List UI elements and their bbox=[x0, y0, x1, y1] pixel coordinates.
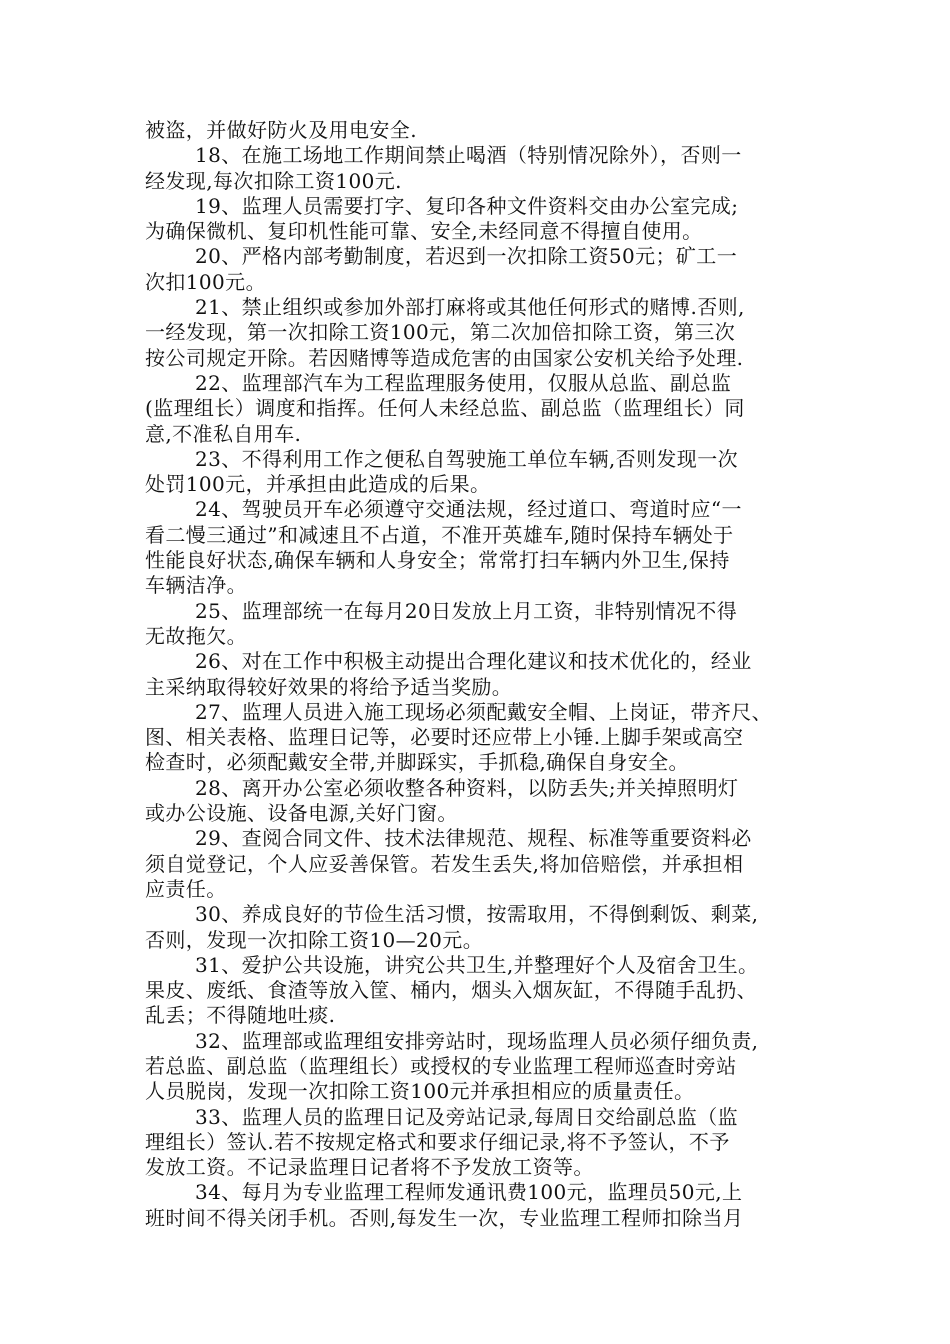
text-line: 27、监理人员进入施工现场必须配戴安全帽、上岗证，带齐尺、 bbox=[195, 699, 773, 724]
text-line: 22、监理部汽车为工程监理服务使用，仅服从总监、副总监 bbox=[195, 370, 732, 395]
text-line: 理组长）签认.若不按规定格式和要求仔细记录,将不予签认，不予 bbox=[145, 1129, 730, 1154]
text-line: (监理组长）调度和指挥。任何人未经总监、副总监（监理组长）同 bbox=[145, 396, 745, 421]
text-line: 无故拖欠。 bbox=[145, 623, 247, 648]
text-line: 33、监理人员的监理日记及旁站记录,每周日交给副总监（监 bbox=[195, 1104, 739, 1129]
text-line: 乱丢；不得随地吐痰. bbox=[145, 1003, 336, 1028]
text-line: 24、驾驶员开车必须遵守交通法规，经过道口、弯道时应“一 bbox=[195, 497, 742, 522]
text-line: 18、在施工场地工作期间禁止喝酒（特别情况除外），否则一 bbox=[195, 143, 742, 168]
text-line: 25、监理部统一在每月20日发放上月工资，非特别情况不得 bbox=[195, 598, 738, 623]
text-line: 19、监理人员需要打字、复印各种文件资料交由办公室完成; bbox=[195, 193, 739, 218]
text-line: 班时间不得关闭手机。否则,每发生一次，专业监理工程师扣除当月 bbox=[145, 1205, 744, 1230]
text-line: 32、监理部或监理组安排旁站时，现场监理人员必须仔细负责, bbox=[195, 1028, 759, 1053]
text-line: 30、养成良好的节俭生活习惯，按需取用，不得倒剩饭、剩菜, bbox=[195, 902, 759, 927]
text-line: 按公司规定开除。若因赌博等造成危害的由国家公安机关给予处理. bbox=[145, 345, 744, 370]
text-line: 31、爱护公共设施，讲究公共卫生,并整理好个人及宿舍卫生。 bbox=[195, 952, 759, 977]
text-line: 21、禁止组织或参加外部打麻将或其他任何形式的赌博.否则, bbox=[195, 295, 745, 320]
text-line: 主采纳取得较好效果的将给予适当奖励。 bbox=[145, 674, 513, 699]
text-line: 应责任。 bbox=[145, 876, 227, 901]
text-line: 被盗，并做好防火及用电安全. bbox=[145, 118, 417, 142]
text-line: 否则，发现一次扣除工资10—20元。 bbox=[145, 927, 484, 952]
text-line: 车辆洁净。 bbox=[145, 573, 247, 598]
text-line: 发放工资。不记录监理日记者将不予发放工资等。 bbox=[145, 1155, 594, 1180]
text-line: 若总监、副总监（监理组长）或授权的专业监理工程师巡查时旁站 bbox=[145, 1053, 737, 1078]
text-line: 处罚100元，并承担由此造成的后果。 bbox=[145, 472, 491, 497]
text-line: 看二慢三通过”和减速且不占道，不准开英雄车,随时保持车辆处于 bbox=[145, 522, 734, 547]
text-line: 28、离开办公室必须收整各种资料，以防丢失;并关掉照明灯 bbox=[195, 775, 739, 800]
text-line: 果皮、废纸、食渣等放入筐、桶内，烟头入烟灰缸，不得随手乱扔、 bbox=[145, 978, 757, 1003]
text-line: 或办公设施、设备电源,关好门窗。 bbox=[145, 801, 458, 826]
text-line: 图、相关表格、监理日记等，必要时还应带上小锤.上脚手架或高空 bbox=[145, 725, 744, 750]
text-line: 为确保微机、复印机性能可靠、安全,未经同意不得擅自使用。 bbox=[145, 219, 703, 244]
text-line: 意,不准私自用车. bbox=[145, 421, 302, 446]
document-body bbox=[145, 118, 810, 1231]
text-line: 一经发现，第一次扣除工资100元，第二次加倍扣除工资，第三次 bbox=[145, 320, 736, 345]
text-line: 29、查阅合同文件、技术法律规范、规程、标准等重要资料必 bbox=[195, 826, 752, 851]
text-line: 人员脱岗，发现一次扣除工资100元并承担相应的质量责任。 bbox=[145, 1079, 695, 1104]
text-line: 经发现,每次扣除工资100元. bbox=[145, 168, 402, 193]
text-line: 26、对在工作中积极主动提出合理化建议和技术优化的，经业 bbox=[195, 649, 752, 674]
text-line: 20、严格内部考勤制度，若迟到一次扣除工资50元；矿工一 bbox=[195, 244, 738, 269]
text-line: 34、每月为专业监理工程师发通讯费100元，监理员50元,上 bbox=[195, 1180, 743, 1205]
text-line: 须自觉登记，个人应妥善保管。若发生丢失,将加倍赔偿，并承担相 bbox=[145, 851, 744, 876]
text-line: 性能良好状态,确保车辆和人身安全；常常打扫车辆内外卫生,保持 bbox=[145, 548, 730, 573]
text-line: 23、不得利用工作之便私自驾驶施工单位车辆,否则发现一次 bbox=[195, 446, 739, 471]
text-line: 次扣100元。 bbox=[145, 269, 266, 294]
text-line: 检查时，必须配戴安全带,并脚踩实，手抓稳,确保自身安全。 bbox=[145, 750, 689, 775]
